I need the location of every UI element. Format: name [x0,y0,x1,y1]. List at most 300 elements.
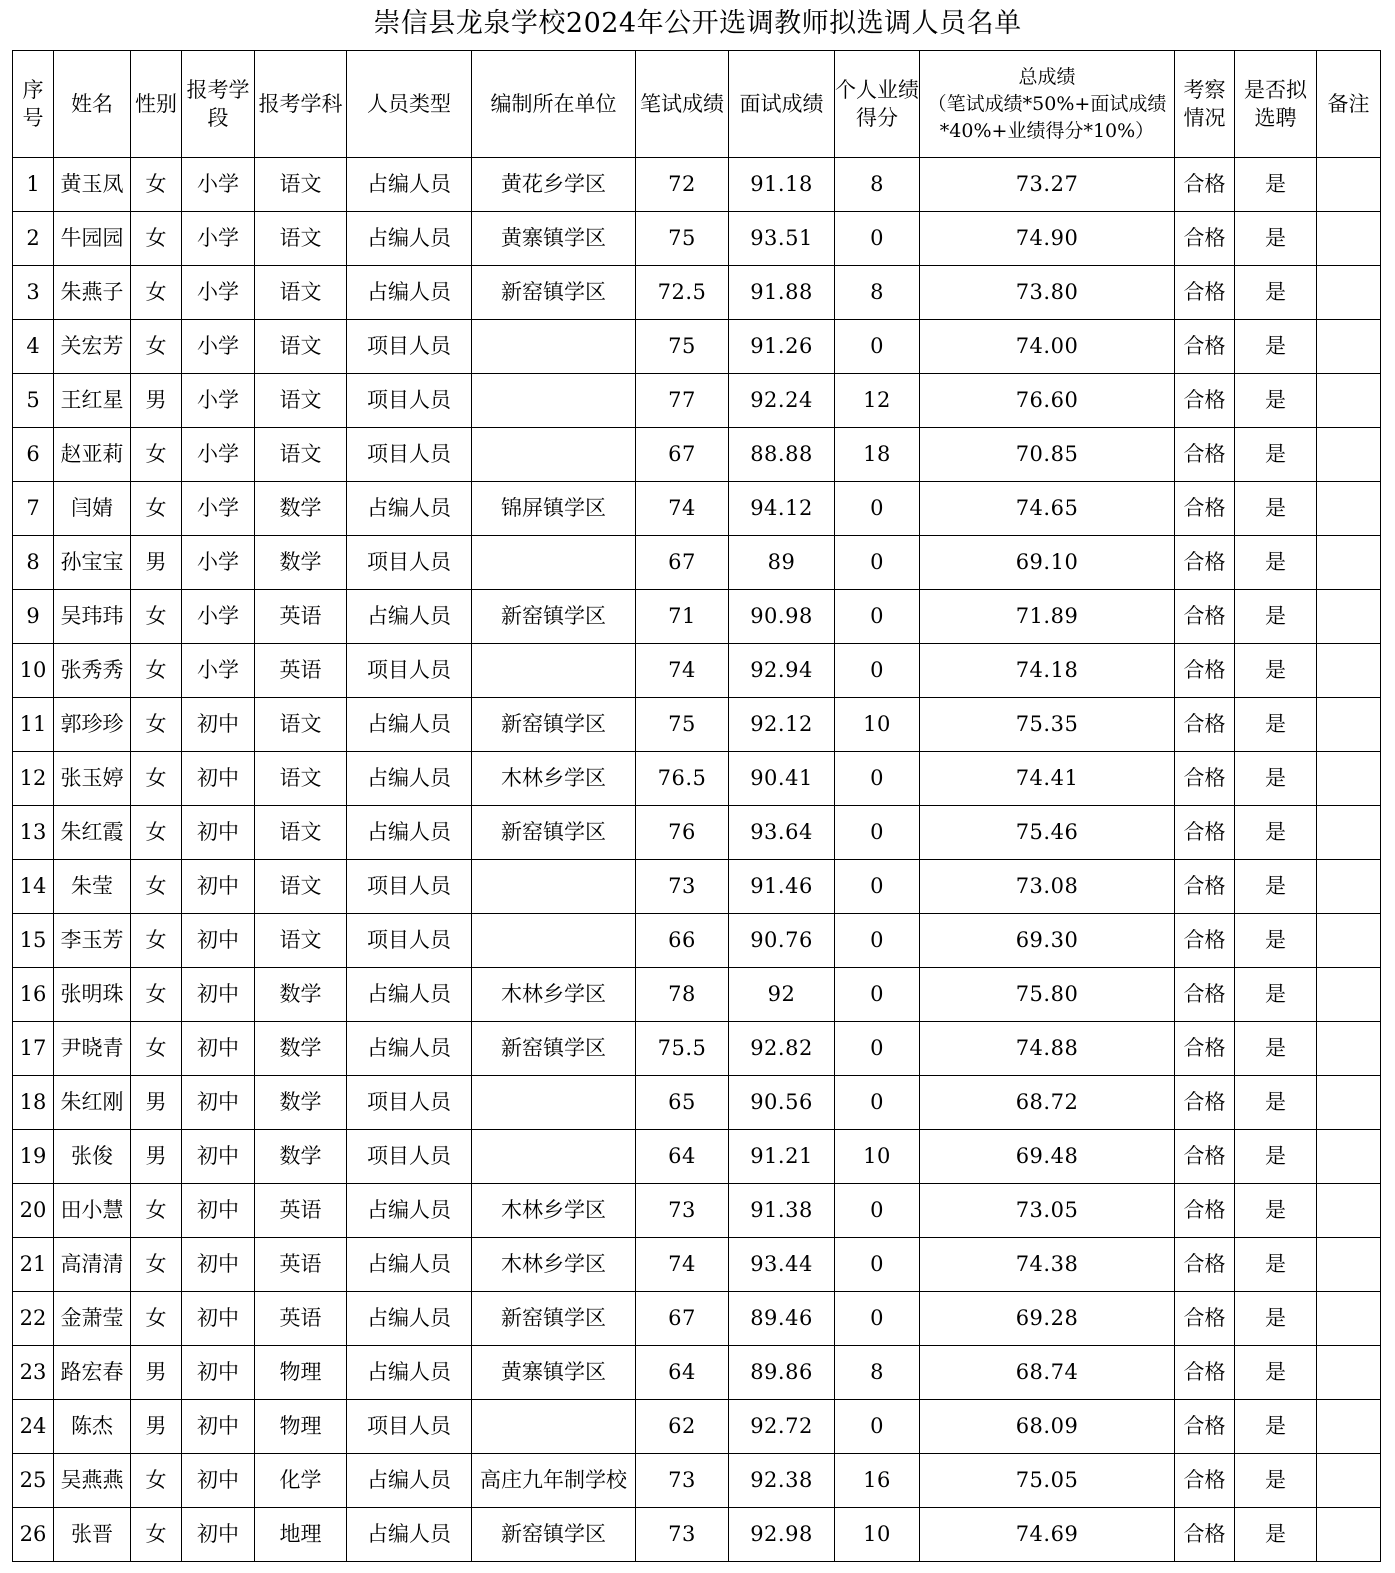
cell-merit: 18 [835,428,920,482]
cell-name: 李玉芳 [54,914,131,968]
table-row [13,1400,1381,1454]
cell-hire: 是 [1235,1508,1317,1562]
cell-name: 吴燕燕 [54,1454,131,1508]
cell-interview: 92.94 [729,644,835,698]
cell-seq: 20 [13,1184,54,1238]
cell-seq: 15 [13,914,54,968]
cell-gender: 男 [131,1076,182,1130]
cell-gender: 女 [131,644,182,698]
cell-written: 75.5 [636,1022,729,1076]
cell-remark [1317,536,1381,590]
cell-written: 73 [636,1508,729,1562]
cell-subject: 数学 [255,1130,347,1184]
cell-gender: 女 [131,158,182,212]
col-header-merit: 个人业绩得分 [835,51,920,158]
table-row [13,1130,1381,1184]
cell-merit: 12 [835,374,920,428]
cell-review: 合格 [1175,266,1235,320]
cell-seq: 6 [13,428,54,482]
cell-written: 77 [636,374,729,428]
cell-interview: 92.72 [729,1400,835,1454]
roster-table [12,50,1381,1562]
cell-interview: 91.88 [729,266,835,320]
cell-stage: 小学 [182,158,255,212]
cell-seq: 5 [13,374,54,428]
cell-name: 张晋 [54,1508,131,1562]
cell-total: 69.30 [920,914,1175,968]
cell-unit: 高庄九年制学校 [472,1454,636,1508]
cell-remark [1317,1238,1381,1292]
cell-merit: 0 [835,590,920,644]
cell-written: 67 [636,1292,729,1346]
cell-written: 67 [636,536,729,590]
col-header-gender: 性别 [131,51,182,158]
cell-subject: 英语 [255,644,347,698]
cell-merit: 0 [835,1400,920,1454]
cell-review: 合格 [1175,806,1235,860]
cell-subject: 英语 [255,1238,347,1292]
cell-written: 74 [636,1238,729,1292]
cell-type: 占编人员 [347,1022,472,1076]
cell-remark [1317,1022,1381,1076]
cell-subject: 英语 [255,590,347,644]
cell-remark [1317,860,1381,914]
cell-gender: 女 [131,428,182,482]
cell-seq: 9 [13,590,54,644]
cell-hire: 是 [1235,968,1317,1022]
cell-hire: 是 [1235,158,1317,212]
cell-type: 项目人员 [347,914,472,968]
cell-gender: 女 [131,266,182,320]
table-row [13,1292,1381,1346]
cell-type: 占编人员 [347,1346,472,1400]
cell-written: 75 [636,698,729,752]
cell-total: 74.38 [920,1238,1175,1292]
cell-type: 项目人员 [347,374,472,428]
cell-merit: 0 [835,1076,920,1130]
cell-seq: 10 [13,644,54,698]
table-row [13,968,1381,1022]
cell-gender: 女 [131,1238,182,1292]
cell-stage: 小学 [182,266,255,320]
cell-written: 75 [636,320,729,374]
cell-gender: 女 [131,914,182,968]
cell-subject: 数学 [255,1076,347,1130]
cell-total: 74.65 [920,482,1175,536]
cell-subject: 语文 [255,212,347,266]
cell-review: 合格 [1175,1346,1235,1400]
cell-hire: 是 [1235,914,1317,968]
col-header-remark: 备注 [1317,51,1381,158]
cell-total: 73.08 [920,860,1175,914]
cell-type: 占编人员 [347,266,472,320]
cell-hire: 是 [1235,752,1317,806]
cell-merit: 0 [835,536,920,590]
cell-stage: 初中 [182,968,255,1022]
cell-hire: 是 [1235,1130,1317,1184]
cell-interview: 91.38 [729,1184,835,1238]
cell-unit: 新窑镇学区 [472,590,636,644]
cell-review: 合格 [1175,1400,1235,1454]
cell-stage: 初中 [182,1400,255,1454]
col-header-total [920,51,1175,158]
table-row [13,1238,1381,1292]
cell-type: 项目人员 [347,644,472,698]
cell-hire: 是 [1235,1022,1317,1076]
cell-type: 项目人员 [347,428,472,482]
cell-remark [1317,644,1381,698]
cell-hire: 是 [1235,590,1317,644]
cell-hire: 是 [1235,536,1317,590]
cell-gender: 女 [131,1292,182,1346]
cell-unit [472,914,636,968]
cell-merit: 0 [835,752,920,806]
table-row [13,1076,1381,1130]
cell-merit: 0 [835,1022,920,1076]
cell-seq: 14 [13,860,54,914]
table-row [13,644,1381,698]
cell-unit: 新窑镇学区 [472,806,636,860]
cell-seq: 4 [13,320,54,374]
cell-interview: 93.51 [729,212,835,266]
table-row [13,590,1381,644]
cell-written: 73 [636,1184,729,1238]
cell-type: 项目人员 [347,536,472,590]
cell-subject: 语文 [255,374,347,428]
cell-merit: 8 [835,1346,920,1400]
table-row [13,158,1381,212]
cell-written: 64 [636,1346,729,1400]
cell-subject: 语文 [255,428,347,482]
cell-name: 孙宝宝 [54,536,131,590]
cell-remark [1317,266,1381,320]
cell-hire: 是 [1235,1238,1317,1292]
cell-type: 占编人员 [347,1508,472,1562]
cell-seq: 11 [13,698,54,752]
cell-seq: 22 [13,1292,54,1346]
cell-merit: 8 [835,158,920,212]
cell-review: 合格 [1175,1184,1235,1238]
cell-type: 占编人员 [347,698,472,752]
table-row [13,482,1381,536]
cell-name: 金萧莹 [54,1292,131,1346]
cell-subject: 数学 [255,536,347,590]
cell-subject: 数学 [255,1022,347,1076]
cell-stage: 初中 [182,1346,255,1400]
cell-stage: 初中 [182,752,255,806]
cell-merit: 0 [835,1184,920,1238]
cell-stage: 小学 [182,482,255,536]
cell-stage: 初中 [182,1022,255,1076]
cell-interview: 91.26 [729,320,835,374]
cell-review: 合格 [1175,698,1235,752]
cell-type: 项目人员 [347,860,472,914]
cell-name: 朱燕子 [54,266,131,320]
cell-seq: 19 [13,1130,54,1184]
cell-interview: 93.44 [729,1238,835,1292]
cell-written: 74 [636,482,729,536]
cell-total: 74.90 [920,212,1175,266]
cell-remark [1317,320,1381,374]
cell-unit: 新窑镇学区 [472,266,636,320]
cell-written: 74 [636,644,729,698]
cell-name: 张秀秀 [54,644,131,698]
cell-interview: 89.46 [729,1292,835,1346]
cell-gender: 男 [131,374,182,428]
cell-hire: 是 [1235,860,1317,914]
cell-type: 占编人员 [347,590,472,644]
cell-merit: 0 [835,212,920,266]
table-row [13,320,1381,374]
cell-total: 74.69 [920,1508,1175,1562]
cell-review: 合格 [1175,968,1235,1022]
cell-stage: 小学 [182,536,255,590]
cell-remark [1317,590,1381,644]
cell-name: 路宏春 [54,1346,131,1400]
cell-seq: 23 [13,1346,54,1400]
cell-remark [1317,1184,1381,1238]
cell-name: 郭珍珍 [54,698,131,752]
cell-hire: 是 [1235,428,1317,482]
col-header-review: 考察情况 [1175,51,1235,158]
cell-subject: 英语 [255,1184,347,1238]
cell-gender: 女 [131,1454,182,1508]
cell-subject: 地理 [255,1508,347,1562]
table-row [13,1022,1381,1076]
cell-type: 占编人员 [347,806,472,860]
cell-seq: 12 [13,752,54,806]
cell-gender: 女 [131,860,182,914]
table-row [13,1346,1381,1400]
cell-written: 73 [636,860,729,914]
cell-unit: 木林乡学区 [472,1184,636,1238]
table-row [13,752,1381,806]
cell-name: 张玉婷 [54,752,131,806]
cell-stage: 初中 [182,1508,255,1562]
cell-subject: 化学 [255,1454,347,1508]
cell-name: 关宏芳 [54,320,131,374]
cell-gender: 女 [131,590,182,644]
cell-gender: 男 [131,1130,182,1184]
cell-unit: 新窑镇学区 [472,1022,636,1076]
cell-hire: 是 [1235,320,1317,374]
cell-seq: 17 [13,1022,54,1076]
cell-seq: 26 [13,1508,54,1562]
cell-written: 67 [636,428,729,482]
cell-written: 76.5 [636,752,729,806]
cell-name: 高清清 [54,1238,131,1292]
cell-type: 占编人员 [347,1454,472,1508]
col-header-written: 笔试成绩 [636,51,729,158]
cell-review: 合格 [1175,158,1235,212]
cell-seq: 8 [13,536,54,590]
cell-total: 68.72 [920,1076,1175,1130]
cell-merit: 0 [835,806,920,860]
cell-stage: 初中 [182,914,255,968]
table-row [13,860,1381,914]
cell-hire: 是 [1235,266,1317,320]
cell-remark [1317,1130,1381,1184]
cell-name: 田小慧 [54,1184,131,1238]
table-row [13,428,1381,482]
cell-remark [1317,1508,1381,1562]
cell-name: 黄玉凤 [54,158,131,212]
cell-merit: 0 [835,914,920,968]
cell-merit: 8 [835,266,920,320]
cell-gender: 女 [131,212,182,266]
cell-unit: 黄花乡学区 [472,158,636,212]
cell-written: 64 [636,1130,729,1184]
cell-seq: 1 [13,158,54,212]
cell-interview: 93.64 [729,806,835,860]
cell-remark [1317,482,1381,536]
cell-total: 73.80 [920,266,1175,320]
cell-subject: 语文 [255,914,347,968]
cell-unit: 新窑镇学区 [472,698,636,752]
cell-gender: 女 [131,968,182,1022]
cell-interview: 92.12 [729,698,835,752]
cell-seq: 21 [13,1238,54,1292]
cell-interview: 92.38 [729,1454,835,1508]
roster-body [13,158,1381,1562]
cell-seq: 7 [13,482,54,536]
cell-type: 占编人员 [347,1292,472,1346]
cell-unit: 木林乡学区 [472,968,636,1022]
cell-stage: 初中 [182,860,255,914]
cell-total: 74.18 [920,644,1175,698]
cell-seq: 18 [13,1076,54,1130]
cell-review: 合格 [1175,1130,1235,1184]
cell-type: 占编人员 [347,482,472,536]
table-row [13,1454,1381,1508]
cell-gender: 女 [131,1184,182,1238]
cell-seq: 16 [13,968,54,1022]
cell-total: 69.10 [920,536,1175,590]
cell-remark [1317,158,1381,212]
cell-interview: 92.98 [729,1508,835,1562]
cell-hire: 是 [1235,482,1317,536]
cell-type: 占编人员 [347,968,472,1022]
cell-total: 76.60 [920,374,1175,428]
table-row [13,806,1381,860]
cell-review: 合格 [1175,374,1235,428]
cell-gender: 女 [131,752,182,806]
table-row [13,536,1381,590]
cell-name: 张俊 [54,1130,131,1184]
cell-name: 陈杰 [54,1400,131,1454]
table-row [13,698,1381,752]
cell-hire: 是 [1235,806,1317,860]
cell-remark [1317,1454,1381,1508]
table-row [13,1508,1381,1562]
cell-written: 62 [636,1400,729,1454]
cell-total: 74.00 [920,320,1175,374]
cell-hire: 是 [1235,1184,1317,1238]
cell-total: 68.74 [920,1346,1175,1400]
col-header-seq: 序号 [13,51,54,158]
cell-written: 73 [636,1454,729,1508]
cell-interview: 94.12 [729,482,835,536]
cell-subject: 语文 [255,752,347,806]
cell-remark [1317,806,1381,860]
cell-total: 75.80 [920,968,1175,1022]
cell-remark [1317,374,1381,428]
cell-interview: 89 [729,536,835,590]
cell-total: 75.46 [920,806,1175,860]
cell-unit: 木林乡学区 [472,1238,636,1292]
cell-review: 合格 [1175,860,1235,914]
cell-interview: 90.76 [729,914,835,968]
cell-review: 合格 [1175,1508,1235,1562]
cell-merit: 0 [835,644,920,698]
page-title: 崇信县龙泉学校2024年公开选调教师拟选调人员名单 [373,8,1022,39]
cell-gender: 女 [131,482,182,536]
cell-review: 合格 [1175,590,1235,644]
col-header-total-formula: （笔试成绩*50%+面试成绩*40%+业绩得分*10%） [927,92,1167,142]
cell-interview: 90.98 [729,590,835,644]
cell-subject: 数学 [255,968,347,1022]
cell-total: 75.35 [920,698,1175,752]
cell-name: 朱莹 [54,860,131,914]
cell-subject: 英语 [255,1292,347,1346]
cell-interview: 91.21 [729,1130,835,1184]
cell-name: 尹晓青 [54,1022,131,1076]
col-header-interview: 面试成绩 [729,51,835,158]
cell-remark [1317,1076,1381,1130]
cell-unit: 新窑镇学区 [472,1508,636,1562]
cell-remark [1317,914,1381,968]
table-row [13,266,1381,320]
cell-type: 项目人员 [347,1130,472,1184]
cell-written: 72 [636,158,729,212]
cell-remark [1317,1346,1381,1400]
cell-name: 吴玮玮 [54,590,131,644]
cell-merit: 10 [835,1130,920,1184]
cell-written: 76 [636,806,729,860]
cell-interview: 91.46 [729,860,835,914]
cell-stage: 初中 [182,698,255,752]
cell-merit: 0 [835,1292,920,1346]
cell-subject: 语文 [255,266,347,320]
cell-written: 71 [636,590,729,644]
cell-name: 张明珠 [54,968,131,1022]
cell-stage: 初中 [182,1130,255,1184]
cell-review: 合格 [1175,428,1235,482]
cell-subject: 语文 [255,698,347,752]
cell-hire: 是 [1235,1400,1317,1454]
cell-merit: 0 [835,860,920,914]
cell-written: 75 [636,212,729,266]
cell-total: 73.05 [920,1184,1175,1238]
cell-total: 69.48 [920,1130,1175,1184]
cell-subject: 语文 [255,860,347,914]
cell-merit: 10 [835,698,920,752]
cell-interview: 89.86 [729,1346,835,1400]
cell-gender: 女 [131,806,182,860]
table-row [13,374,1381,428]
cell-remark [1317,1400,1381,1454]
cell-merit: 0 [835,968,920,1022]
cell-total: 74.41 [920,752,1175,806]
cell-gender: 女 [131,320,182,374]
cell-type: 项目人员 [347,1400,472,1454]
col-header-subject: 报考学科 [255,51,347,158]
cell-name: 王红星 [54,374,131,428]
cell-name: 牛园园 [54,212,131,266]
cell-hire: 是 [1235,1076,1317,1130]
cell-gender: 女 [131,1508,182,1562]
cell-total: 68.09 [920,1400,1175,1454]
